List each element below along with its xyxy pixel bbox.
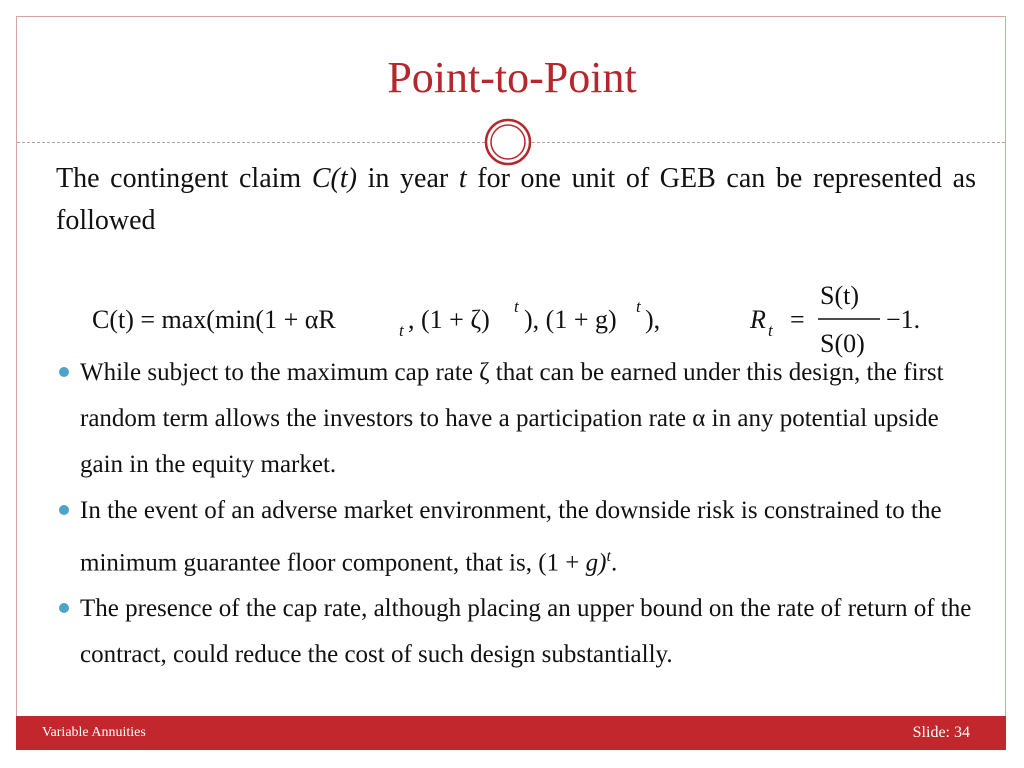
- formula-numerator: S(t): [820, 281, 859, 310]
- formula-sup-t2: t: [636, 297, 641, 316]
- intro-var-t: t: [458, 163, 467, 194]
- slide-title: Point-to-Point: [387, 53, 637, 102]
- bullet-item: [56, 350, 986, 488]
- bullet-var-g: g): [585, 549, 607, 577]
- footer-slide-number: Slide: 34: [912, 724, 970, 741]
- bullet-list: [56, 350, 986, 678]
- formula-sup-t1: t: [514, 297, 519, 316]
- bullet-text-end: .: [610, 549, 618, 577]
- intro-text-2: in year: [356, 163, 459, 194]
- formula-mid1: , (1 + ζ): [408, 305, 490, 334]
- footer-bar: [16, 716, 1006, 750]
- intro-var-c: C(t): [311, 163, 357, 194]
- bullet-dot-icon: [59, 367, 69, 377]
- bullet-sup-t: t: [606, 548, 611, 565]
- formula-lhs: C(t) = max(min(1 + αR: [92, 305, 336, 334]
- formula-denominator: S(0): [820, 329, 865, 358]
- bullet-text: In the event of an adverse market environment, the downside risk is constrained to the minimum guarantee floor component, that is, (1 +: [80, 497, 942, 577]
- bullet-text: While subject to the maximum cap rate ζ that can be earned under this design, the first random term allows the investors to have a participation rate α in any potential upside gain in the equity market.: [80, 359, 944, 478]
- formula-end: ),: [645, 305, 661, 334]
- bullet-dot-icon: [59, 603, 69, 613]
- intro-text-3: for one unit of GEB can be represented as followed: [56, 163, 976, 236]
- bullet-item: [56, 586, 986, 678]
- intro-text-1: The contingent claim: [56, 163, 312, 194]
- bullet-dot-icon: [59, 505, 69, 515]
- formula-mid2: ), (1 + g): [524, 305, 617, 334]
- formula-equals: =: [790, 305, 805, 334]
- intro-paragraph: [56, 158, 976, 242]
- formula-r-symbol: R: [750, 305, 766, 334]
- footer-course-name: Variable Annuities: [42, 725, 146, 740]
- formula-r-sub: t: [768, 321, 773, 340]
- formula-tail: −1.: [886, 305, 921, 334]
- bullet-text: The presence of the cap rate, although placing an upper bound on the rate of return of the contract, could reduce the cost of such design substantially.: [80, 595, 972, 669]
- formula-rt-sub: t: [399, 321, 404, 340]
- bullet-item: [56, 488, 986, 586]
